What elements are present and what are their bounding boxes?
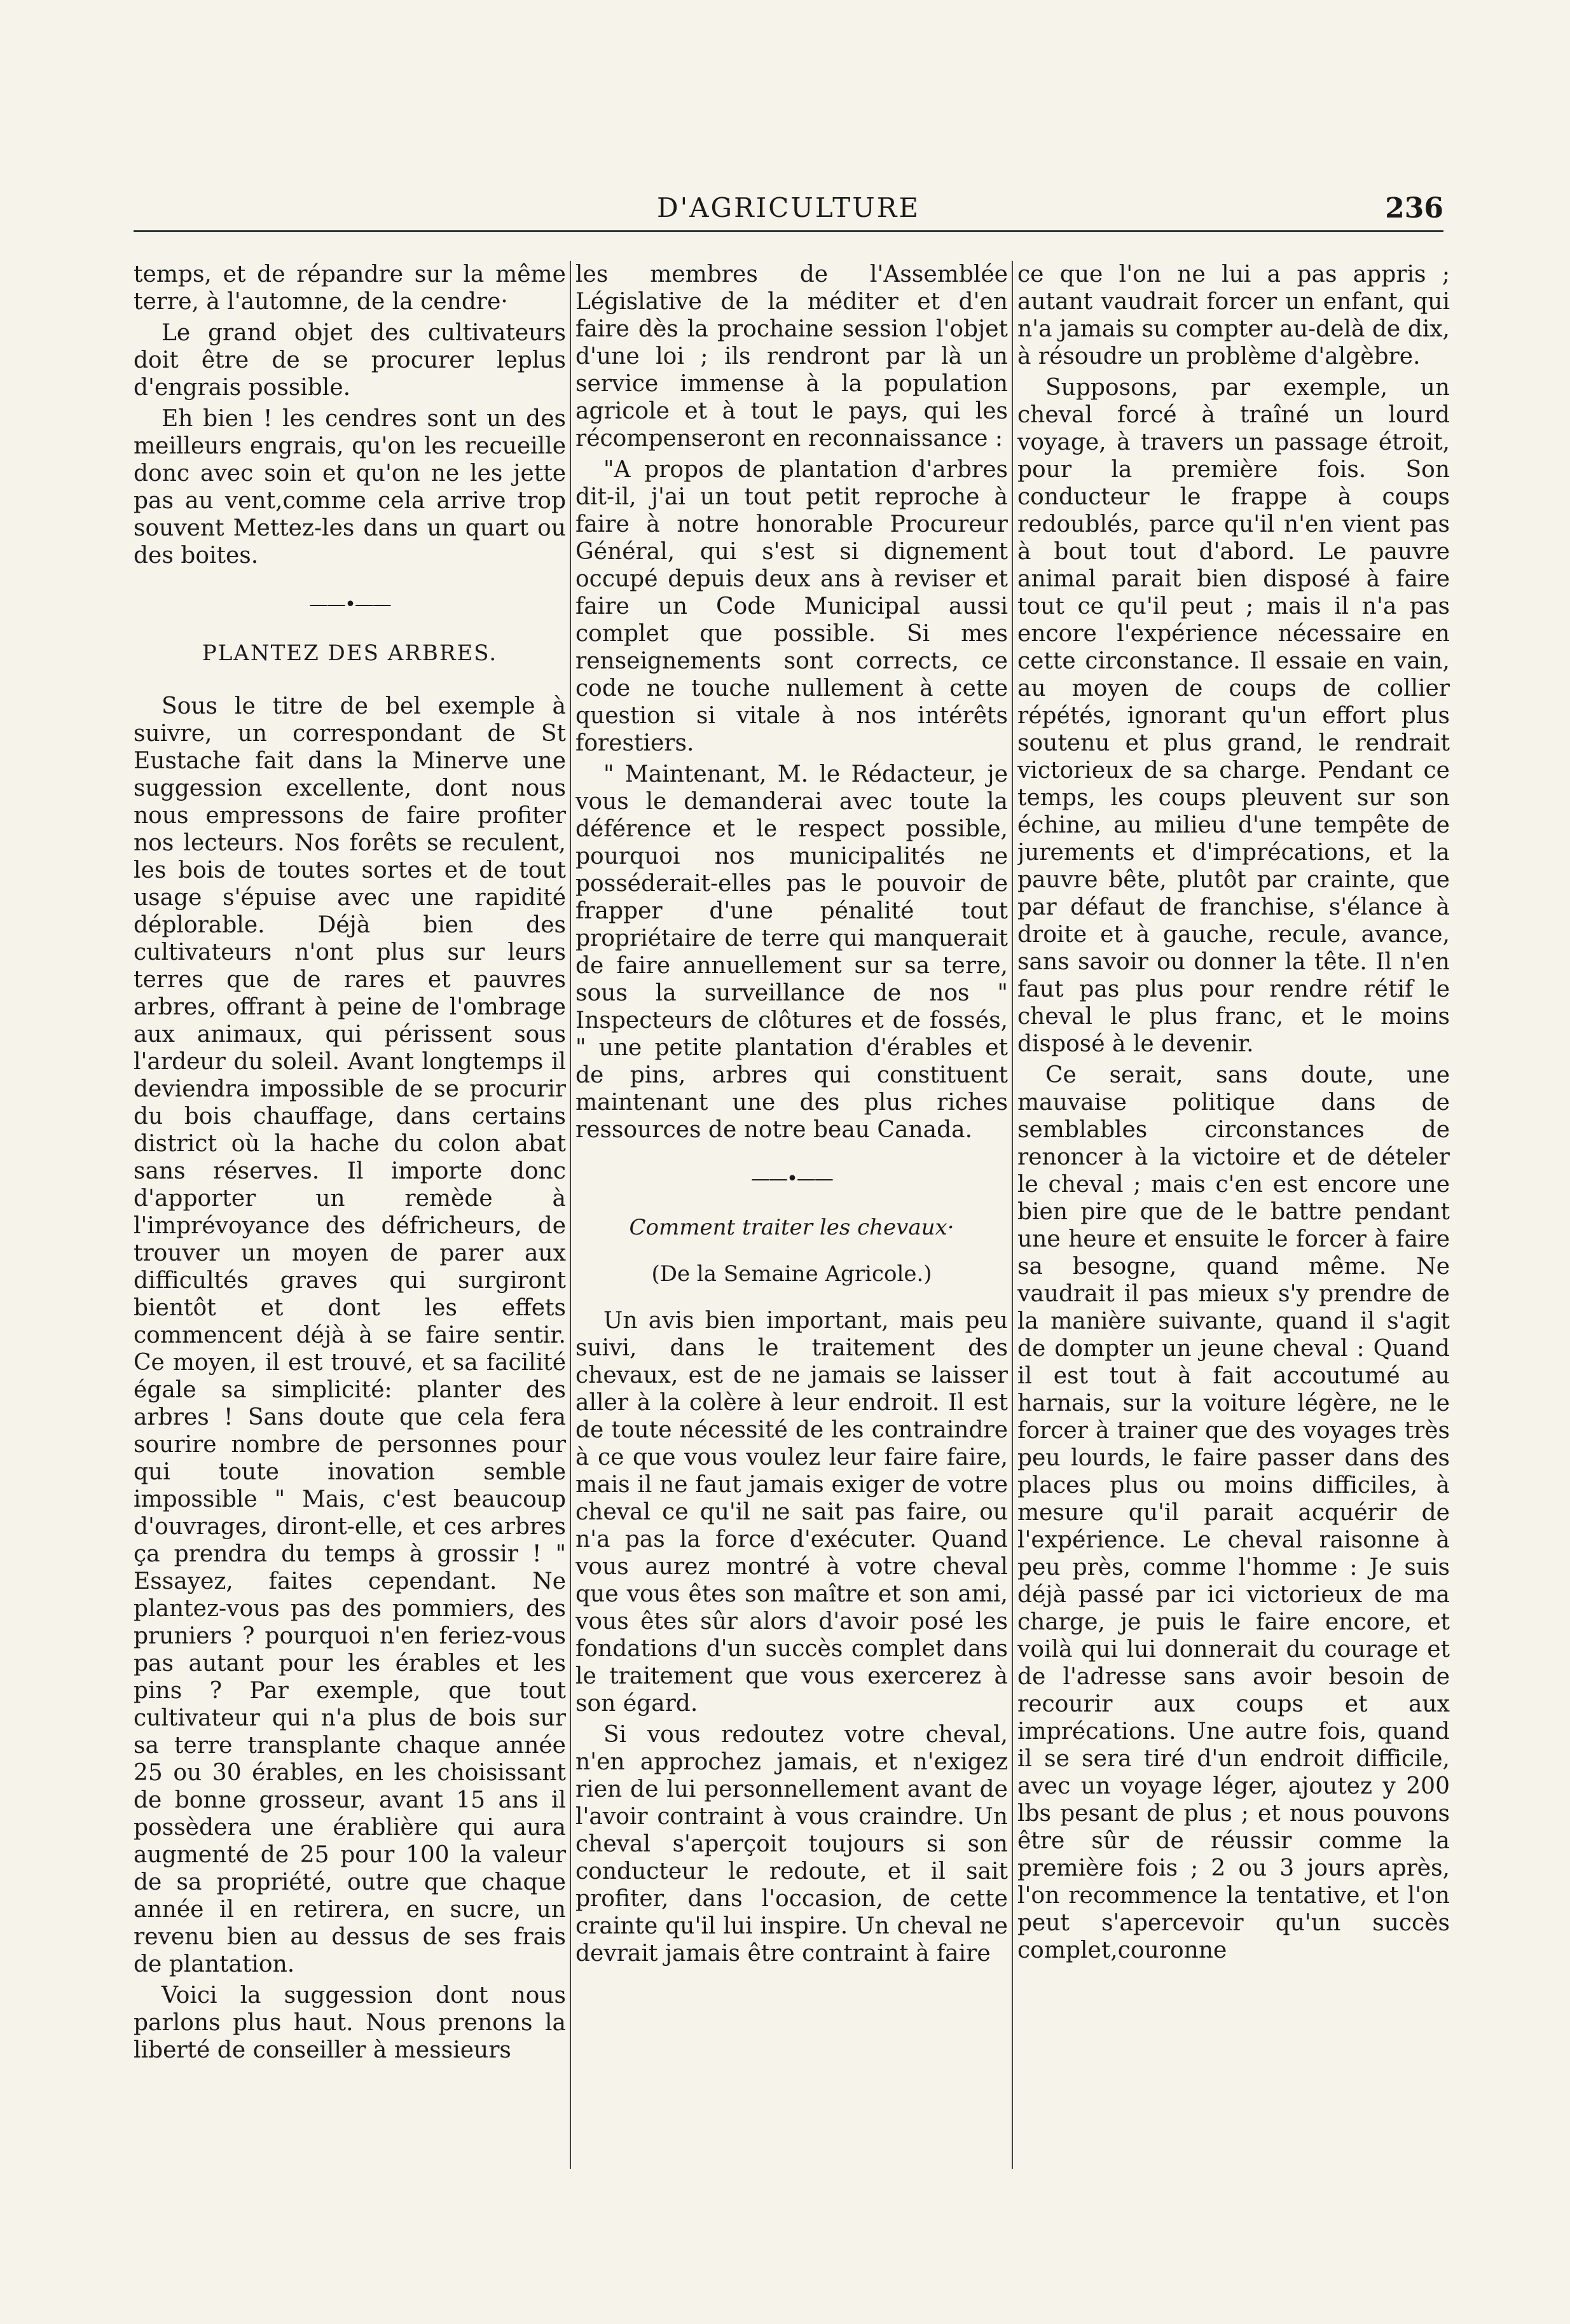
column-2: [575, 261, 1008, 2182]
column-3: [1017, 261, 1450, 2182]
paragraph: Le grand objet des cultivateurs doit être de se procurer leplus d'engrais possible.: [134, 320, 566, 401]
running-title: D'AGRICULTURE: [656, 192, 920, 223]
column-divider: [1012, 261, 1013, 2169]
paragraph: Eh bien ! les cendres sont un des meilleurs engrais, qu'on les recueille donc avec soin et qu'on ne les jette pas au vent,comme cela arrive trop souvent Mettez-les dans un quart ou des boites.: [134, 406, 566, 569]
paragraph: Voici la suggession dont nous parlons plus haut. Nous prenons la liberté de conseiller à messieurs: [134, 1982, 566, 2063]
header-rule: [134, 230, 1443, 232]
paragraph: Ce serait, sans doute, une mauvaise politique dans de semblables circonstances de renoncer à la victoire et de dételer le cheval ; mais c'en est encore une bien pire que de le battre pendant une heure et ensuite le forcer à faire sa besogne, quand même. Ne vaudrait il pas mieux s'y prendre de la manière suivante, quand il s'agit de dompter un jeune cheval : Quand il est tout à fait accoutumé au harnais, sur la voiture légère, ne le forcer à trainer que des voyages très peu lourds, le faire passer dans des places plus ou moins difficiles, à mesure qu'il parait acquérir de l'expérience. Le cheval raisonne à peu près, comme l'homme : Je suis déjà passé par ici victorieux de ma charge, je puis le faire encore, et voilà qui lui donnerait du courage et de l'adresse sans avoir besoin de recourir aux coups et aux imprécations. Une autre fois, quand il se sera tiré d'un endroit difficile, avec un voyage léger, ajoutez y 200 lbs pesant de plus ; et nous pouvons être sûr de réussir comme la première fois ; 2 ou 3 jours après, l'on recommence la tentative, et l'on peut s'apercevoir qu'un succès complet,couronne: [1017, 1062, 1450, 1963]
article-title: Comment traiter les chevaux·: [629, 1215, 954, 1240]
column-divider: [570, 261, 571, 2169]
column-1: [134, 261, 566, 2182]
paragraph: Supposons, par exemple, un cheval forcé à traîné un lourd voyage, à travers un passage étroit, pour la première fois. Son conducteur le frappe à coups redoublés, parce qu'il n'en vient pas à bout tout d'abord. Le pauvre animal parait bien disposé à faire tout ce qu'il peut ; mais il n'a pas encore l'expérience nécessaire en cette circonstance. Il essaie en vain, au moyen de coups de collier répétés, ignorant qu'un effort plus soutenu et plus grand, le rendrait victorieux de sa charge. Pendant ce temps, les coups pleuvent sur son échine, au milieu d'une tempête de jurements et d'imprécations, et la pauvre bête, plutôt par crainte, que par défaut de franchise, s'élance à droite et à gauche, recule, avance, sans savoir ou donner la tête. Il n'en faut pas plus pour rendre rétif le cheval le plus franc, et le moins disposé à le devenir.: [1017, 375, 1450, 1057]
paragraph: Un avis bien important, mais peu suivi, dans le traitement des chevaux, est de ne jamais se laisser aller à la colère à leur endroit. Il est de toute nécessité de les contraindre à ce que vous voulez leur faire faire, mais il ne faut jamais exiger de votre cheval ce qu'il ne sait pas faire, ou n'a pas la force d'exécuter. Quand vous aurez montré à votre cheval que vous êtes son maître et son ami, vous êtes sûr alors d'avoir posé les fondations d'un succès complet dans le traitement que vous exercerez à son égard.: [575, 1308, 1008, 1717]
paragraph: les membres de l'Assemblée Législative de la méditer et d'en faire dès la prochaine session l'objet d'une loi ; ils rendront par là un service immense à la population agricole et à tout le pays, qui les récompenseront en reconnaissance :: [575, 261, 1008, 452]
paragraph: temps, et de répandre sur la même terre, à l'automne, de la cendre·: [134, 261, 566, 315]
section-separator: ——•——: [751, 1168, 832, 1190]
page-header: [134, 192, 1443, 237]
paragraph: Sous le titre de bel exemple à suivre, un correspondant de St Eustache fait dans la Minerve une suggession excellente, dont nous nous empressons de faire profiter nos lecteurs. Nos forêts se reculent, les bois de toutes sortes et de tout usage s'épuise avec une rapidité déplorable. Déjà bien des cultivateurs n'ont plus sur leurs terres que de rares et pauvres arbres, offrant à peine de l'ombrage aux animaux, qui périssent sous l'ardeur du soleil. Avant longtemps il deviendra impossible de se procurir du bois chauffage, dans certains district où la hache du colon abat sans réserves. Il importe donc d'apporter un remède à l'imprévoyance des défricheurs, de trouver un moyen de parer aux difficultés graves qui surgiront bientôt et dont les effets commencent déjà à se faire sentir. Ce moyen, il est trouvé, et sa facilité égale sa simplicité: planter des arbres ! Sans doute que cela fera sourire nombre de personnes pour qui toute inovation semble impossible " Mais, c'est beaucoup d'ouvrages, diront-elle, et ces arbres ça prendra du temps à grossir ! " Essayez, faites cependant. Ne plantez-vous pas des pommiers, des pruniers ? pourquoi n'en feriez-vous pas autant pour les érables et les pins ? Par exemple, que tout cultivateur qui n'a plus de bois sur sa terre transplante chaque année 25 ou 30 érables, en les choisissant de bonne grosseur, avant 15 ans il possèdera une érablière qui aura augmenté de 25 pour 100 la valeur de sa propriété, outre que chaque année il en retirera, en sucre, un revenu bien au dessus de ses frais de plantation.: [134, 693, 566, 1977]
page-number: 236: [1385, 192, 1443, 225]
paragraph: Si vous redoutez votre cheval, n'en approchez jamais, et n'exigez rien de lui personnellement avant de l'avoir contraint à vous craindre. Un cheval s'aperçoit toujours si son conducteur le redoute, et il sait profiter, dans l'occasion, de cette crainte qu'il lui inspire. Un cheval ne devrait jamais être contraint à faire: [575, 1722, 1008, 1967]
paragraph: ce que l'on ne lui a pas appris ; autant vaudrait forcer un enfant, qui n'a jamais su compter au-delà de dix, à résoudre un problème d'algèbre.: [1017, 261, 1450, 370]
section-separator: ——•——: [309, 593, 390, 616]
article-source: (De la Semaine Agricole.): [651, 1261, 932, 1287]
paragraph: " Maintenant, M. le Rédacteur, je vous le demanderai avec toute la déférence et le respect possible, pourquoi nos municipalités ne posséderait-elles pas le pouvoir de frapper d'une pénalité tout propriétaire de terre qui manquerait de faire annuellement sur sa terre, sous la surveillance de nos " Inspecteurs de clôtures et de fossés, " une petite plantation d'érables et de pins, arbres qui constituent maintenant une des plus riches ressources de notre beau Canada.: [575, 761, 1008, 1143]
paragraph: "A propos de plantation d'arbres dit-il, j'ai un tout petit reproche à faire à notre honorable Procureur Général, qui s'est si dignement occupé depuis deux ans à reviser et faire un Code Municipal aussi complet que possible. Si mes renseignements sont corrects, ce code ne touche nullement à cette question si vitale à nos intérêts forestiers.: [575, 457, 1008, 756]
section-heading: PLANTEZ DES ARBRES.: [202, 640, 498, 666]
